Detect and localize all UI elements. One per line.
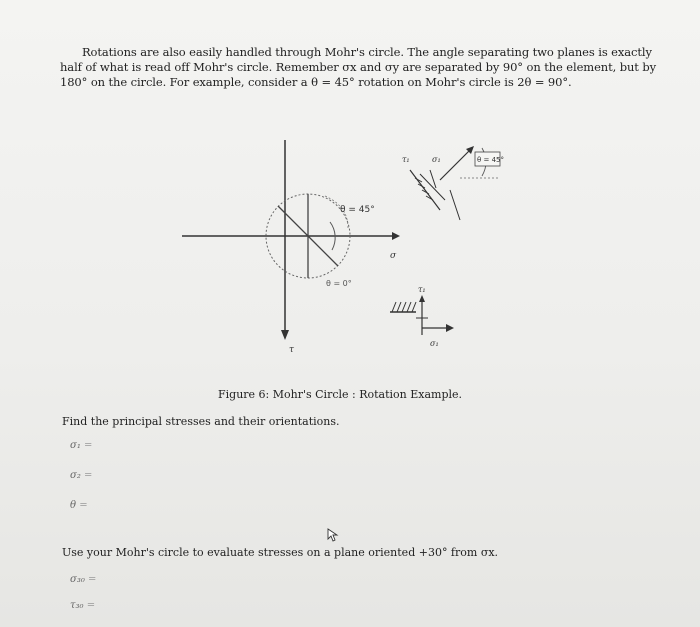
label-theta-0: θ = 0° [326, 279, 352, 288]
mohrs-circle-figure [160, 130, 505, 360]
answer-tau30-eq: = [83, 600, 96, 611]
intro-line-3: 180° on the circle. For example, consider a θ = 45° rotation on Mohr's circle is 2θ = 90°. [60, 75, 572, 89]
answer-sigma1-eq: = [80, 440, 93, 451]
question-rotated-plane: Use your Mohr's circle to evaluate stresses on a plane oriented +30° from σx. [62, 546, 499, 559]
answer-tau30[interactable] [70, 600, 95, 611]
intro-paragraph [60, 45, 660, 90]
answer-theta-label: θ [70, 500, 77, 511]
answer-sigma2-label: σ₂ [70, 470, 81, 481]
element-bottom [390, 295, 454, 335]
answer-sigma30[interactable] [70, 574, 96, 585]
figure-caption: Figure 6: Mohr's Circle : Rotation Example. [218, 388, 463, 401]
answer-theta[interactable] [70, 500, 88, 511]
sigma-axis-arrow [392, 232, 400, 240]
answer-sigma2[interactable] [70, 470, 92, 481]
label-sigma-axis: σ [390, 251, 397, 261]
label-top-theta: θ = 45° [477, 156, 505, 164]
answer-sigma1[interactable] [70, 440, 92, 451]
question-principal-stresses: Find the principal stresses and their orientations. [62, 415, 340, 428]
label-top-tau: τ₁ [402, 155, 410, 164]
answer-sigma30-eq: = [84, 574, 97, 585]
label-bottom-tau: τ₁ [418, 285, 426, 294]
label-theta-45: θ = 45° [340, 205, 375, 215]
label-top-sigma: σ₁ [432, 155, 441, 164]
tau-axis-arrow [281, 330, 289, 340]
label-bottom-sigma: σ₁ [430, 339, 439, 348]
intro-line-1: Rotations are also easily handled through Mohr's circle. The angle separating two planes is exactly [82, 45, 652, 59]
answer-tau30-label: τ₃₀ [70, 600, 84, 611]
answer-sigma1-label: σ₁ [70, 440, 81, 451]
answer-sigma30-label: σ₃₀ [70, 574, 85, 585]
mouse-cursor-icon [327, 528, 339, 542]
label-tau-axis: τ [289, 345, 294, 355]
answer-sigma2-eq: = [80, 470, 93, 481]
intro-line-2: half of what is read off Mohr's circle. Remember σx and σy are separated by 90° on the element, but by [60, 60, 657, 74]
answer-theta-eq: = [76, 500, 88, 511]
